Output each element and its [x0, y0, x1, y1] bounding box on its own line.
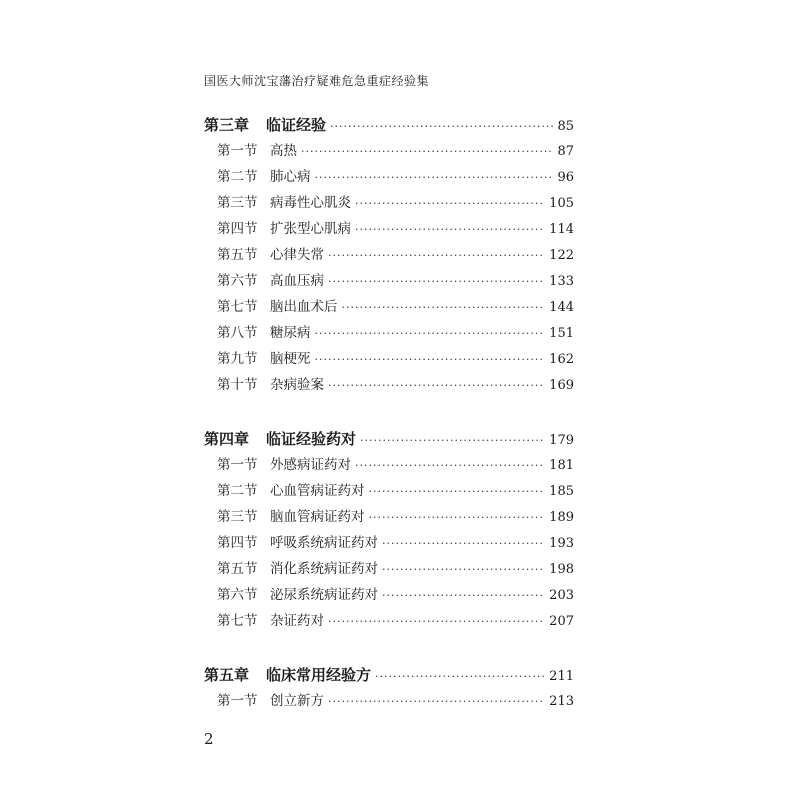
toc-section[interactable] — [204, 346, 574, 372]
section-page: 105 — [549, 196, 574, 211]
section-title: 创立新方 — [270, 693, 324, 709]
page-number: 2 — [204, 730, 214, 748]
section-number: 第十节 — [217, 377, 258, 393]
toc-section[interactable] — [204, 688, 574, 714]
section-title: 消化系统病证药对 — [270, 561, 378, 577]
section-title: 肺心病 — [270, 169, 311, 185]
chapter-title: 临床常用经验方 — [266, 666, 372, 684]
section-page: 87 — [557, 144, 574, 159]
toc-section[interactable] — [204, 478, 574, 504]
section-page: 189 — [549, 510, 574, 525]
section-page: 122 — [549, 248, 574, 263]
dot-leader — [315, 165, 554, 190]
chapter-page: 85 — [557, 119, 574, 134]
dot-leader — [328, 243, 545, 268]
toc-section[interactable] — [204, 216, 574, 242]
section-page: 185 — [549, 484, 574, 499]
section-title: 高热 — [270, 143, 297, 159]
dot-leader — [355, 217, 545, 242]
section-page: 96 — [557, 170, 574, 185]
section-title: 外感病证药对 — [270, 457, 351, 473]
toc-section[interactable] — [204, 556, 574, 582]
section-title: 脑出血术后 — [270, 299, 338, 315]
section-title: 呼吸系统病证药对 — [270, 535, 378, 551]
dot-leader — [328, 689, 545, 714]
section-number: 第七节 — [217, 613, 258, 629]
dot-leader — [369, 479, 546, 504]
dot-leader — [328, 609, 545, 634]
section-page: 193 — [549, 536, 574, 551]
section-title: 杂病验案 — [270, 377, 324, 393]
section-title: 心律失常 — [270, 247, 324, 263]
toc-section[interactable] — [204, 608, 574, 634]
chapter-number: 第四章 — [204, 430, 250, 448]
section-page: 162 — [549, 352, 574, 367]
section-page: 207 — [549, 614, 574, 629]
running-header: 国医大师沈宝藩治疗疑难危急重症经验集 — [204, 74, 430, 88]
toc-section[interactable] — [204, 294, 574, 320]
section-title: 高血压病 — [270, 273, 324, 289]
dot-leader — [328, 269, 545, 294]
toc-section[interactable] — [204, 530, 574, 556]
section-page: 198 — [549, 562, 574, 577]
chapter-title: 临证经验 — [266, 116, 327, 134]
toc-section[interactable] — [204, 242, 574, 268]
toc-section[interactable] — [204, 268, 574, 294]
section-page: 133 — [549, 274, 574, 289]
chapter-number: 第五章 — [204, 666, 250, 684]
section-number: 第二节 — [217, 483, 258, 499]
toc-section[interactable] — [204, 582, 574, 608]
section-title: 糖尿病 — [270, 325, 311, 341]
toc-chapter-4[interactable] — [204, 426, 574, 452]
section-title: 脑梗死 — [270, 351, 311, 367]
table-of-contents — [204, 112, 574, 714]
section-number: 第一节 — [217, 693, 258, 709]
toc-chapter-5[interactable] — [204, 662, 574, 688]
section-title: 脑血管病证药对 — [270, 509, 365, 525]
chapter-number: 第三章 — [204, 116, 250, 134]
section-number: 第七节 — [217, 299, 258, 315]
dot-leader — [355, 453, 545, 478]
section-number: 第三节 — [217, 509, 258, 525]
chapter-title: 临证经验药对 — [266, 430, 357, 448]
section-number: 第六节 — [217, 587, 258, 603]
section-page: 144 — [549, 300, 574, 315]
dot-leader — [382, 531, 545, 556]
section-number: 第一节 — [217, 457, 258, 473]
dot-leader — [382, 583, 545, 608]
dot-leader — [328, 373, 545, 398]
toc-section[interactable] — [204, 504, 574, 530]
section-page: 203 — [549, 588, 574, 603]
section-page: 181 — [549, 458, 574, 473]
dot-leader — [301, 139, 553, 164]
section-title: 病毒性心肌炎 — [270, 195, 351, 211]
section-number: 第五节 — [217, 561, 258, 577]
dot-leader — [315, 321, 546, 346]
dot-leader — [369, 505, 546, 530]
toc-section[interactable] — [204, 320, 574, 346]
section-page: 169 — [549, 378, 574, 393]
toc-section[interactable] — [204, 452, 574, 478]
section-page: 151 — [549, 326, 574, 341]
dot-leader — [330, 114, 553, 138]
section-number: 第二节 — [217, 169, 258, 185]
toc-section[interactable] — [204, 164, 574, 190]
section-number: 第四节 — [217, 221, 258, 237]
toc-chapter-3[interactable] — [204, 112, 574, 138]
chapter-page: 179 — [549, 433, 574, 448]
dot-leader — [355, 191, 545, 216]
section-number: 第一节 — [217, 143, 258, 159]
toc-section[interactable] — [204, 190, 574, 216]
section-title: 扩张型心肌病 — [270, 221, 351, 237]
dot-leader — [382, 557, 545, 582]
section-number: 第九节 — [217, 351, 258, 367]
dot-leader — [315, 347, 546, 372]
toc-section[interactable] — [204, 138, 574, 164]
section-title: 心血管病证药对 — [270, 483, 365, 499]
chapter-page: 211 — [549, 669, 574, 684]
section-page: 213 — [549, 694, 574, 709]
section-number: 第三节 — [217, 195, 258, 211]
section-title: 杂证药对 — [270, 613, 324, 629]
section-number: 第六节 — [217, 273, 258, 289]
toc-section[interactable] — [204, 372, 574, 398]
section-number: 第四节 — [217, 535, 258, 551]
section-number: 第五节 — [217, 247, 258, 263]
dot-leader — [375, 664, 545, 688]
section-page: 114 — [549, 222, 574, 237]
dot-leader — [342, 295, 546, 320]
section-number: 第八节 — [217, 325, 258, 341]
section-title: 泌尿系统病证药对 — [270, 587, 378, 603]
dot-leader — [360, 428, 545, 452]
